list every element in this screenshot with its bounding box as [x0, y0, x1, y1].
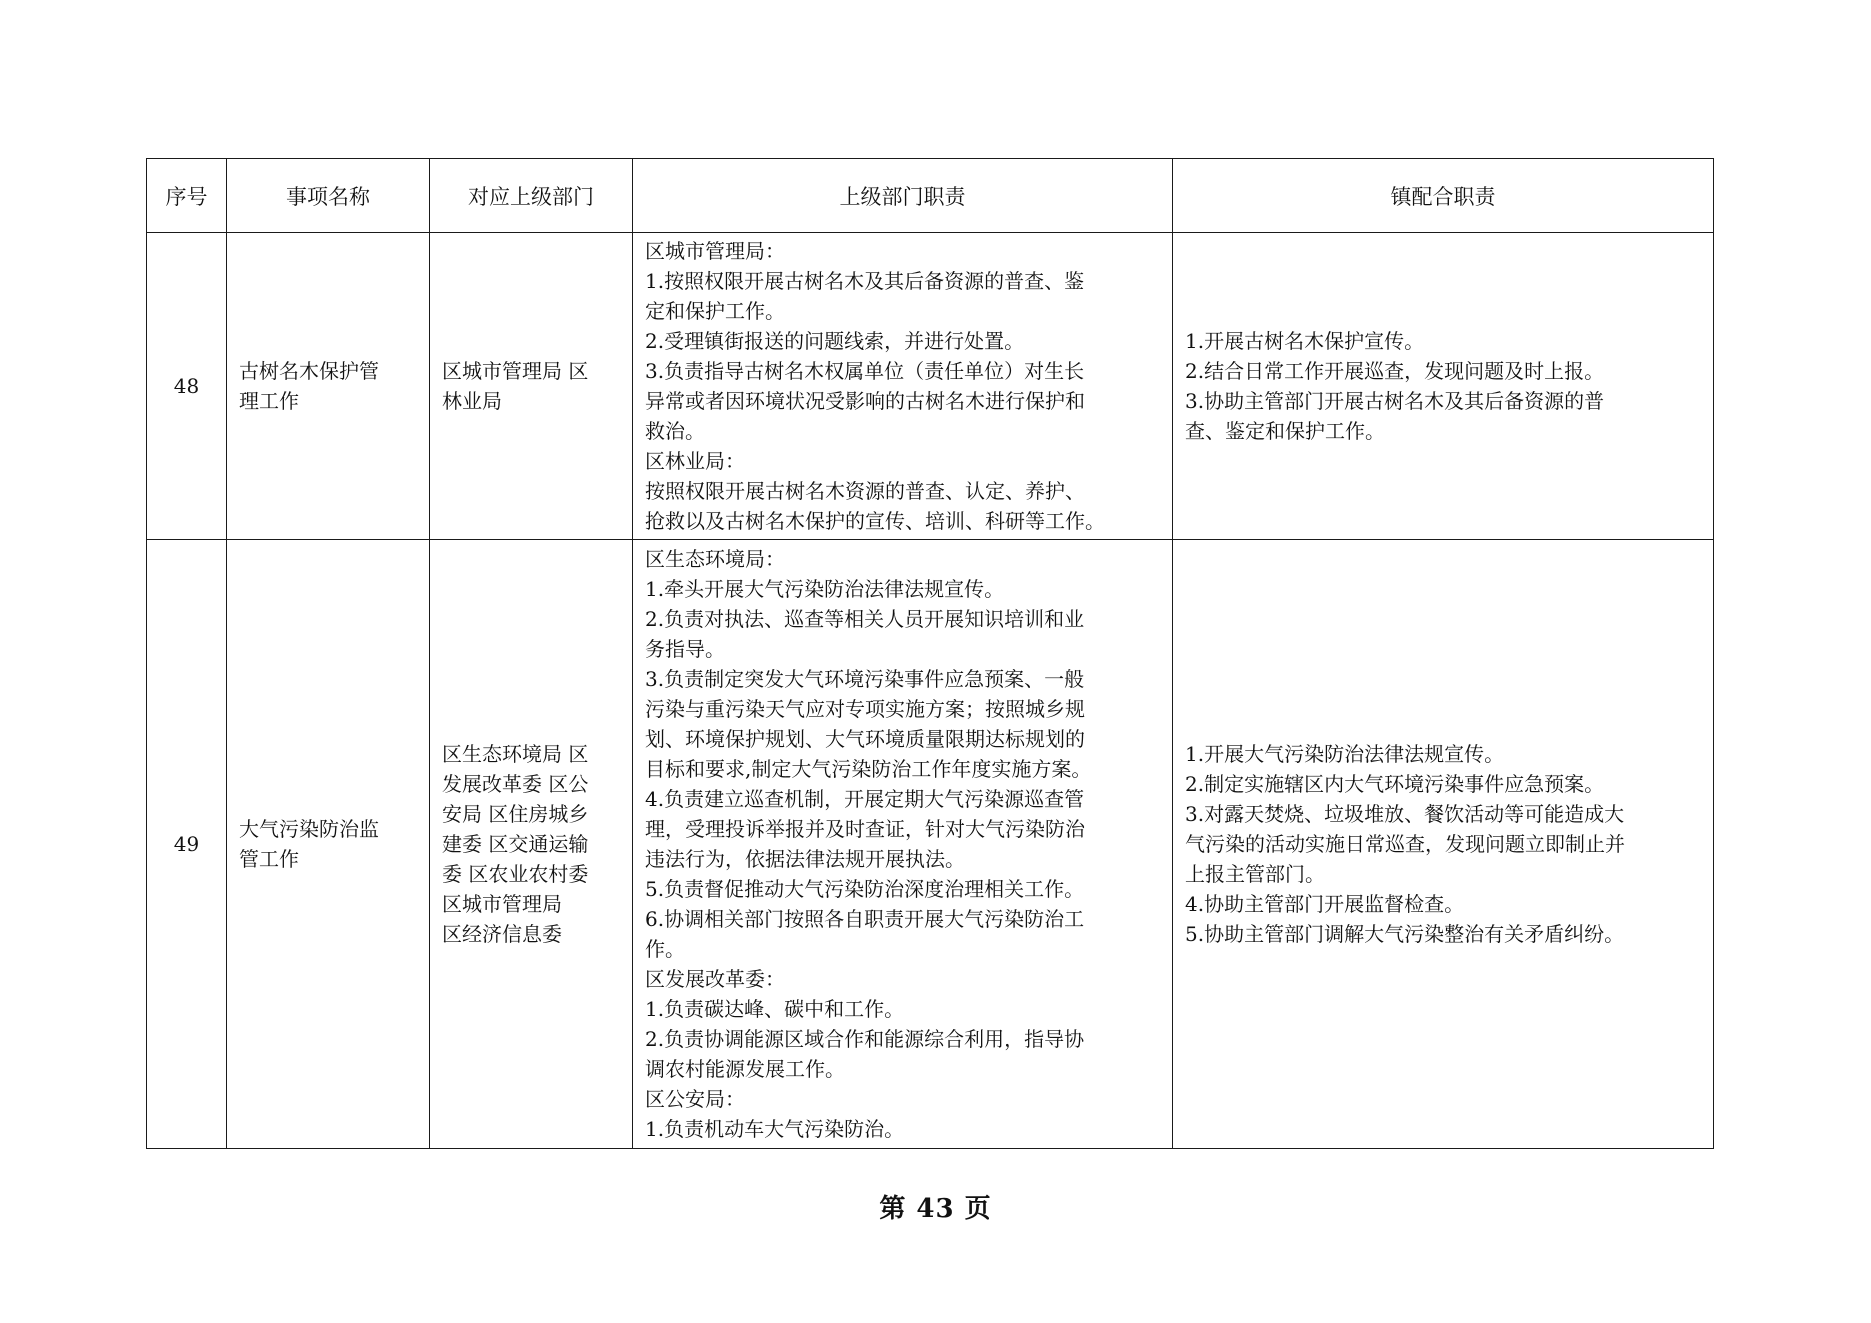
row-item-name — [227, 233, 430, 540]
cell-text-line: 委 区农业农村委 — [442, 862, 589, 886]
row-superior-duties — [633, 540, 1173, 1149]
cell-text-line: 1.负责碳达峰、碳中和工作。 — [645, 997, 905, 1021]
cell-text-line: 区生态环境局： — [645, 547, 785, 571]
table-row — [147, 233, 1714, 540]
cell-text-line: 定和保护工作。 — [645, 299, 785, 323]
cell-text-line: 上报主管部门。 — [1185, 862, 1325, 886]
cell-text-line: 1.开展古树名木保护宣传。 — [1185, 329, 1425, 353]
table-header-row — [147, 159, 1714, 233]
cell-text-line: 划、环境保护规划、大气环境质量限期达标规划的 — [645, 727, 1085, 751]
cell-text-line: 区生态环境局 区 — [442, 742, 589, 766]
cell-text-line: 区公安局： — [645, 1087, 745, 1111]
cell-text-line: 3.对露天焚烧、垃圾堆放、餐饮活动等可能造成大 — [1185, 802, 1625, 826]
cell-text-line: 异常或者因环境状况受影响的古树名木进行保护和 — [645, 389, 1085, 413]
cell-text-line: 查、鉴定和保护工作。 — [1185, 419, 1385, 443]
responsibility-table — [146, 158, 1714, 1149]
cell-text-line: 违法行为，依据法律法规开展执法。 — [645, 847, 965, 871]
row-superior-dept — [430, 540, 633, 1149]
cell-text-line: 务指导。 — [645, 637, 725, 661]
table-row — [147, 540, 1714, 1149]
cell-text-line: 污染与重污染天气应对专项实施方案；按照城乡规 — [645, 697, 1085, 721]
row-superior-dept — [430, 233, 633, 540]
cell-text-line: 区经济信息委 — [442, 922, 562, 946]
cell-text-line: 区城市管理局 区 — [442, 359, 589, 383]
cell-text-line: 建委 区交通运输 — [442, 832, 589, 856]
row-seq: 48 — [147, 233, 227, 540]
cell-text-line: 按照权限开展古树名木资源的普查、认定、养护、 — [645, 479, 1085, 503]
cell-text-line: 理，受理投诉举报并及时查证，针对大气污染防治 — [645, 817, 1085, 841]
cell-text-line: 2.制定实施辖区内大气环境污染事件应急预案。 — [1185, 772, 1605, 796]
header-item-name: 事项名称 — [227, 159, 430, 233]
row-town-duties — [1173, 233, 1714, 540]
cell-text-line: 区发展改革委： — [645, 967, 785, 991]
cell-text-line: 区林业局： — [645, 449, 745, 473]
cell-text-line: 6.协调相关部门按照各自职责开展大气污染防治工 — [645, 907, 1085, 931]
cell-text-line: 区城市管理局： — [645, 239, 785, 263]
header-seq: 序号 — [147, 159, 227, 233]
cell-text-line: 3.协助主管部门开展古树名木及其后备资源的普 — [1185, 389, 1605, 413]
row-superior-duties — [633, 233, 1173, 540]
header-superior-dept: 对应上级部门 — [430, 159, 633, 233]
cell-text-line: 1.开展大气污染防治法律法规宣传。 — [1185, 742, 1505, 766]
row-seq: 49 — [147, 540, 227, 1149]
cell-text-line: 2.负责协调能源区域合作和能源综合利用，指导协 — [645, 1027, 1085, 1051]
cell-text-line: 2.结合日常工作开展巡查，发现问题及时上报。 — [1185, 359, 1605, 383]
page-number: 第 43 页 — [879, 1194, 992, 1224]
cell-text-line: 3.负责制定突发大气环境污染事件应急预案、一般 — [645, 667, 1085, 691]
cell-text-line: 5.负责督促推动大气污染防治深度治理相关工作。 — [645, 877, 1085, 901]
cell-text-line: 4.协助主管部门开展监督检查。 — [1185, 892, 1465, 916]
header-town-duties: 镇配合职责 — [1173, 159, 1714, 233]
row-town-duties — [1173, 540, 1714, 1149]
cell-text-line: 管工作 — [239, 847, 299, 871]
cell-text-line: 1.牵头开展大气污染防治法律法规宣传。 — [645, 577, 1005, 601]
cell-text-line: 调农村能源发展工作。 — [645, 1057, 845, 1081]
cell-text-line: 理工作 — [239, 389, 299, 413]
cell-text-line: 区城市管理局 — [442, 892, 562, 916]
row-item-name — [227, 540, 430, 1149]
cell-text-line: 抢救以及古树名木保护的宣传、培训、科研等工作。 — [645, 509, 1105, 533]
cell-text-line: 2.负责对执法、巡查等相关人员开展知识培训和业 — [645, 607, 1085, 631]
cell-text-line: 大气污染防治监 — [239, 817, 379, 841]
cell-text-line: 4.负责建立巡查机制，开展定期大气污染源巡查管 — [645, 787, 1085, 811]
cell-text-line: 作。 — [645, 937, 685, 961]
cell-text-line: 发展改革委 区公 — [442, 772, 589, 796]
cell-text-line: 1.按照权限开展古树名木及其后备资源的普查、鉴 — [645, 269, 1085, 293]
cell-text-line: 古树名木保护管 — [239, 359, 379, 383]
cell-text-line: 5.协助主管部门调解大气污染整治有关矛盾纠纷。 — [1185, 922, 1625, 946]
cell-text-line: 1.负责机动车大气污染防治。 — [645, 1117, 905, 1141]
cell-text-line: 目标和要求,制定大气污染防治工作年度实施方案。 — [645, 757, 1092, 781]
cell-text-line: 林业局 — [442, 389, 502, 413]
header-superior-duties: 上级部门职责 — [633, 159, 1173, 233]
cell-text-line: 安局 区住房城乡 — [442, 802, 589, 826]
cell-text-line: 气污染的活动实施日常巡查，发现问题立即制止并 — [1185, 832, 1625, 856]
cell-text-line: 救治。 — [645, 419, 705, 443]
cell-text-line: 3.负责指导古树名木权属单位（责任单位）对生长 — [645, 359, 1085, 383]
cell-text-line: 2.受理镇街报送的问题线索，并进行处置。 — [645, 329, 1025, 353]
